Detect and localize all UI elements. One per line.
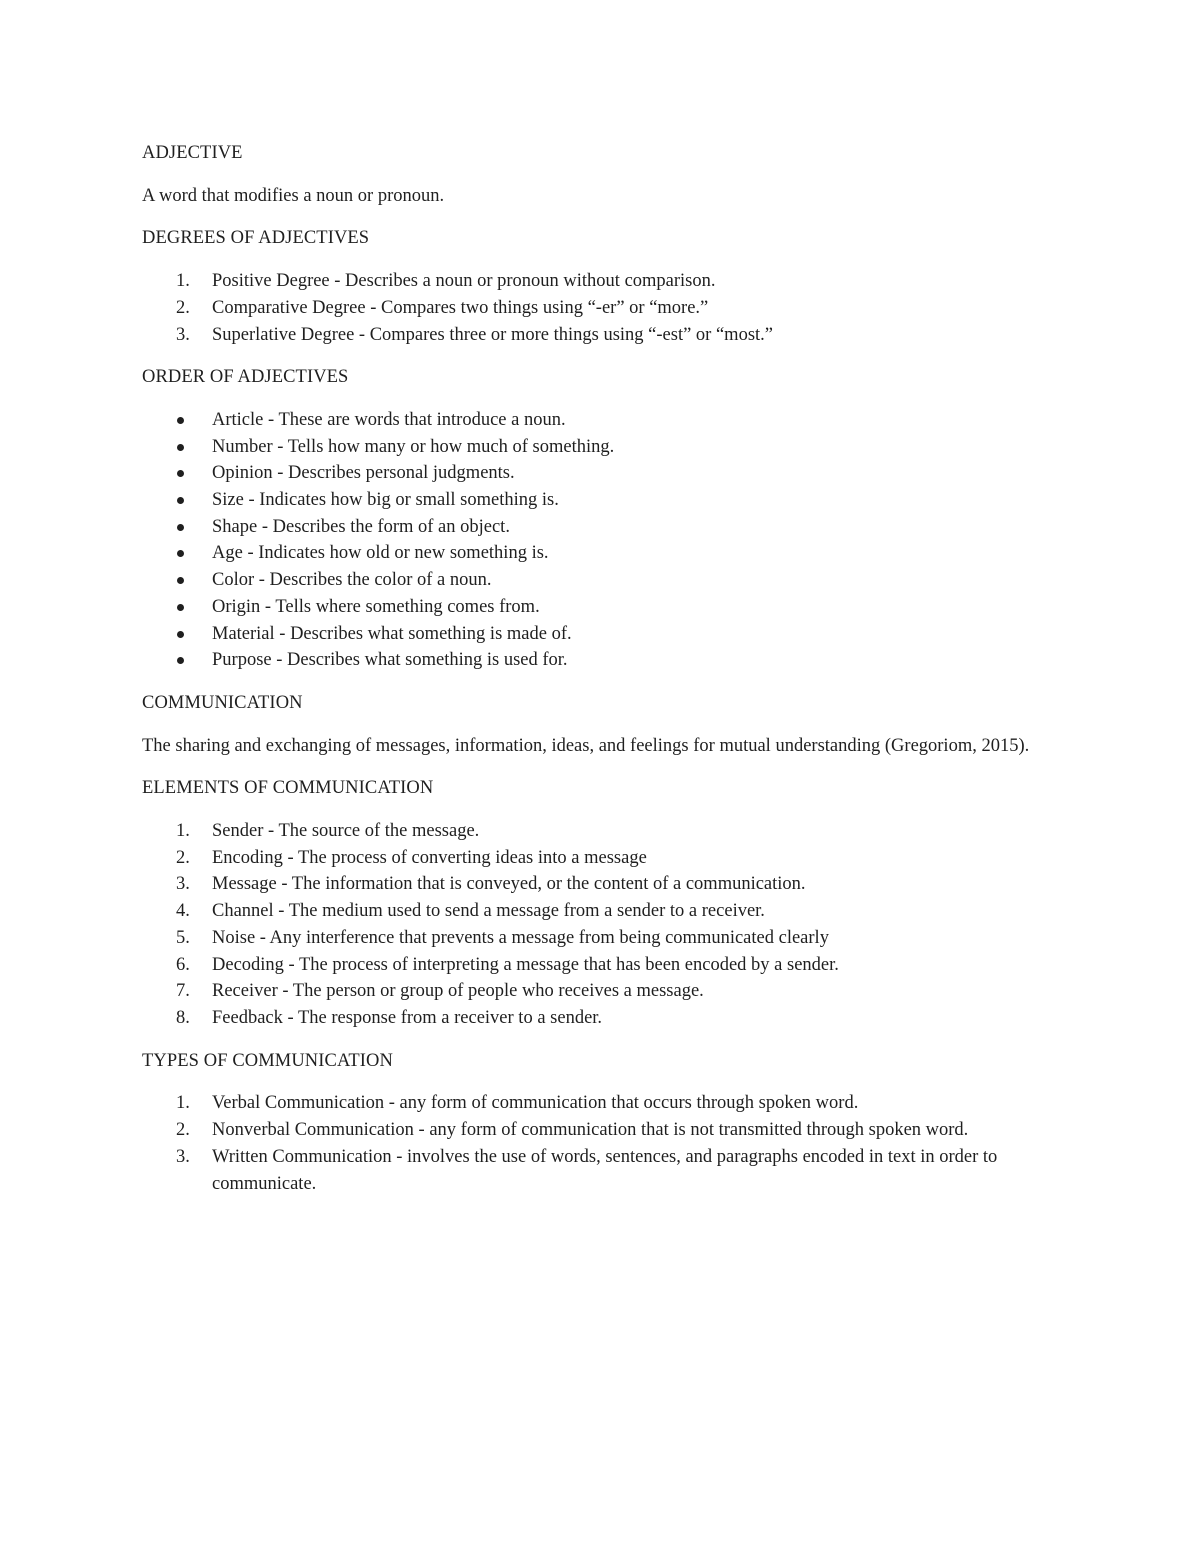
list-item-text: Encoding - The process of converting ideas into a message: [212, 847, 647, 868]
heading-degrees-of-adjectives: DEGREES OF ADJECTIVES: [142, 228, 370, 249]
list-item-text: Message - The information that is conveyed, or the content of a communication.: [212, 874, 806, 895]
list-item-text: Origin - Tells where something comes from.: [212, 596, 540, 617]
list-item-text: Number - Tells how many or how much of something.: [212, 436, 615, 457]
bullet-icon: [177, 470, 184, 477]
list-item: [142, 295, 1082, 322]
list-item-text: Decoding - The process of interpreting a message that has been encoded by a sender.: [212, 954, 839, 975]
bullet-icon: [177, 577, 184, 584]
bullet-icon: [177, 417, 184, 424]
list-item-text: Comparative Degree - Compares two things using “-er” or “more.”: [212, 297, 709, 318]
list-item: [142, 845, 1082, 872]
list-item: [142, 514, 1082, 541]
list-item: [142, 952, 1082, 979]
heading-elements-of-communication: ELEMENTS OF COMMUNICATION: [142, 778, 434, 799]
list-number: 1.: [176, 1093, 190, 1114]
list-item-text: Receiver - The person or group of people who receives a message.: [212, 981, 704, 1002]
list-item: [142, 268, 1082, 295]
list-item: [142, 322, 1082, 349]
list-item-text: Positive Degree - Describes a noun or pronoun without comparison.: [212, 271, 716, 292]
list-item-text: Verbal Communication - any form of communication that occurs through spoken word.: [212, 1093, 859, 1114]
list-item: [142, 925, 1082, 952]
list-item: [142, 871, 1082, 898]
list-number: 7.: [176, 981, 190, 1002]
heading-communication: COMMUNICATION: [142, 692, 303, 713]
list-number: 8.: [176, 1007, 190, 1028]
bullet-icon: [177, 657, 184, 664]
types-list: [142, 1090, 1082, 1197]
list-number: 3.: [176, 874, 190, 895]
list-number: 3.: [176, 1146, 190, 1167]
bullet-icon: [177, 550, 184, 557]
list-item: [142, 1144, 1082, 1197]
list-item-text: Sender - The source of the message.: [212, 821, 480, 842]
list-item: [142, 621, 1082, 648]
heading-order-of-adjectives: ORDER OF ADJECTIVES: [142, 367, 349, 388]
list-item-text: Color - Describes the color of a noun.: [212, 570, 492, 591]
list-number: 1.: [176, 821, 190, 842]
bullet-icon: [177, 524, 184, 531]
list-item: [142, 487, 1082, 514]
list-item-text: Article - These are words that introduce a noun.: [212, 409, 566, 430]
list-number: 4.: [176, 901, 190, 922]
list-number: 3.: [176, 324, 190, 345]
elements-list: [142, 818, 1082, 1032]
list-item: [142, 434, 1082, 461]
heading-types-of-communication: TYPES OF COMMUNICATION: [142, 1050, 393, 1071]
document-page: [142, 140, 1082, 1213]
bullet-icon: [177, 497, 184, 504]
list-item-text: Age - Indicates how old or new something is.: [212, 543, 549, 564]
list-item: [142, 647, 1082, 674]
list-number: 2.: [176, 1120, 190, 1141]
list-item-text: Size - Indicates how big or small something is.: [212, 490, 559, 511]
list-number: 2.: [176, 847, 190, 868]
list-item-text: Purpose - Describes what something is used for.: [212, 650, 568, 671]
list-item-text: Shape - Describes the form of an object.: [212, 516, 510, 537]
list-item-text: Noise - Any interference that prevents a message from being communicated clearly: [212, 927, 829, 948]
list-item: [142, 407, 1082, 434]
list-number: 6.: [176, 954, 190, 975]
list-item-text: Superlative Degree - Compares three or more things using “-est” or “most.”: [212, 324, 773, 345]
list-item-text: Opinion - Describes personal judgments.: [212, 463, 515, 484]
list-item-text: Nonverbal Communication - any form of communication that is not transmitted through spoken word.: [212, 1120, 969, 1141]
list-number: 1.: [176, 271, 190, 292]
degrees-list: [142, 268, 1082, 348]
list-item: [142, 978, 1082, 1005]
communication-definition: The sharing and exchanging of messages, information, ideas, and feelings for mutual understanding (Gregoriom, 2015).: [142, 735, 1030, 756]
bullet-icon: [177, 444, 184, 451]
list-item: [142, 567, 1082, 594]
bullet-icon: [177, 604, 184, 611]
list-item: [142, 1090, 1082, 1117]
adjective-definition: A word that modifies a noun or pronoun.: [142, 185, 445, 206]
list-item-text: Material - Describes what something is made of.: [212, 623, 572, 644]
list-number: 5.: [176, 927, 190, 948]
list-item: [142, 1117, 1082, 1144]
list-item: [142, 540, 1082, 567]
list-item: [142, 818, 1082, 845]
order-list: [142, 407, 1082, 674]
heading-adjective: ADJECTIVE: [142, 143, 243, 163]
list-item-text: Channel - The medium used to send a message from a sender to a receiver.: [212, 901, 765, 922]
list-item: [142, 460, 1082, 487]
bullet-icon: [177, 631, 184, 638]
list-item-text: Feedback - The response from a receiver to a sender.: [212, 1007, 603, 1028]
list-item: [142, 594, 1082, 621]
list-item: [142, 1005, 1082, 1032]
list-item: [142, 898, 1082, 925]
list-item-text: Written Communication - involves the use of words, sentences, and paragraphs encoded in text in order to communicate.: [212, 1146, 998, 1194]
list-number: 2.: [176, 297, 190, 318]
